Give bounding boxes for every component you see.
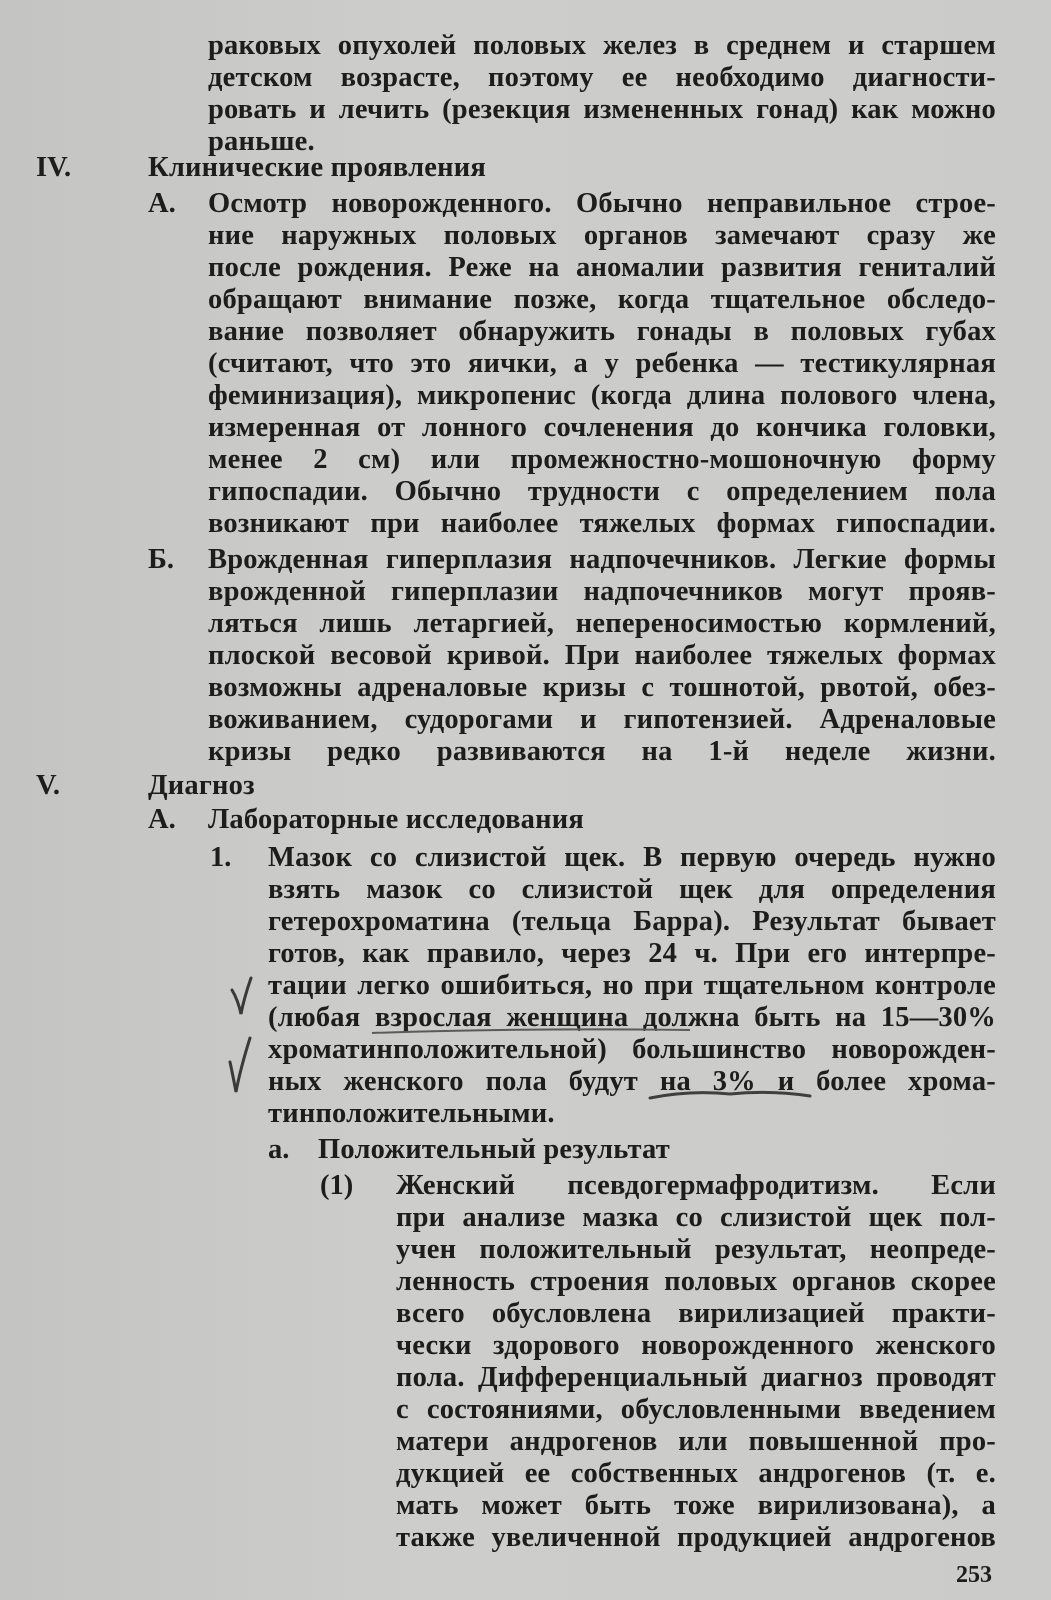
text-line: раньше.: [208, 126, 315, 157]
text-line: пола. Дифференциальный диагноз проводят: [396, 1362, 996, 1393]
page-number: 253: [956, 1562, 992, 1588]
text-line: при анализе мазка со слизистой щек пол-: [396, 1202, 996, 1233]
pencil-checkmark-icon: [230, 1038, 250, 1092]
text-line: всего обусловлена вирилизацией практи-: [396, 1298, 996, 1329]
text-line: Врожденная гиперплазия надпочечников. Легкие формы: [208, 544, 996, 575]
text-line: ляться лишь летаргией, непереносимостью кормлений,: [208, 608, 996, 639]
text-line: вание позволяет обнаружить гонады в половых губах: [208, 316, 996, 347]
text-line: с состояниями, обусловленными введением: [396, 1394, 996, 1425]
text-line: Осмотр новорожденного. Обычно неправильное строе-: [208, 188, 996, 219]
text-line: тации легко ошибиться, но при тщательном контроле: [268, 970, 996, 1001]
text-line: тинположительными.: [268, 1098, 555, 1129]
section-v-a-label: А.: [148, 804, 176, 835]
text-line: кризы редко развиваются на 1-й неделе жизни.: [208, 736, 996, 767]
pencil-checkmark-icon: [232, 978, 251, 1014]
text-line: также увеличенной продукцией андрогенов: [396, 1522, 996, 1553]
text-line: гипоспадии. Обычно трудности с определением пола: [208, 476, 996, 507]
text-line: плоской весовой кривой. При наиболее тяжелых формах: [208, 640, 996, 671]
text-line: матери андрогенов или повышенной про-: [396, 1426, 996, 1457]
text-line: ровать и лечить (резекция измененных гонад) как можно: [208, 94, 996, 125]
text-line: ленность строения половых органов скорее: [396, 1266, 996, 1297]
sub-a-heading: Положительный результат: [318, 1134, 670, 1165]
text-line: гетерохроматина (тельца Барра). Результат бывает: [268, 906, 996, 937]
text-line: измеренная от лонного сочленения до кончика головки,: [208, 412, 996, 443]
text-line: чески здорового новорожденного женского: [396, 1330, 996, 1361]
text-line: (считают, что это яички, а у ребенка — тестикулярная: [208, 348, 996, 379]
text-line: феминизация), микропенис (когда длина полового члена,: [208, 380, 996, 411]
text-line: обращают внимание позже, когда тщательное обследо-: [208, 284, 996, 315]
text-line: возможны адреналовые кризы с тошнотой, рвотой, обез-: [208, 672, 996, 703]
sub-a-label: а.: [268, 1134, 290, 1165]
section-iv-heading: Клинические проявления: [148, 152, 486, 183]
item-1-label: 1.: [210, 842, 232, 873]
text-line: ных женского пола будут на 3% и более хрома-: [268, 1066, 996, 1097]
text-line: учен положительный результат, неопреде-: [396, 1234, 996, 1265]
text-line: мать может быть тоже вирилизована), а: [396, 1490, 996, 1521]
section-iv-b-label: Б.: [148, 544, 174, 575]
text-line: Женский псевдогермафродитизм. Если: [396, 1170, 996, 1201]
text-line: готов, как правило, через 24 ч. При его интерпре-: [268, 938, 996, 969]
text-line: хроматинположительной) большинство новорожден-: [268, 1034, 996, 1065]
text-line: дукцией ее собственных андрогенов (т. е.: [396, 1458, 996, 1489]
pencil-underline-icon: [650, 1092, 810, 1098]
sub-item-1-label: (1): [320, 1170, 354, 1201]
text-line: менее 2 см) или промежностно-мошоночную форму: [208, 444, 996, 475]
text-line: раковых опухолей половых желез в среднем и старшем: [208, 30, 996, 61]
text-line: после рождения. Реже на аномалии развития гениталий: [208, 252, 996, 283]
text-line: возникают при наиболее тяжелых формах гипоспадии.: [208, 508, 996, 539]
text-line: (любая взрослая женщина должна быть на 15—30%: [268, 1002, 996, 1033]
section-v-heading: Диагноз: [148, 770, 255, 801]
text-line: детском возрасте, поэтому ее необходимо диагности-: [208, 62, 996, 93]
pencil-underline-icon: [372, 1029, 690, 1033]
text-line: врожденной гиперплазии надпочечников могут прояв-: [208, 576, 996, 607]
section-iv-numeral: IV.: [36, 152, 72, 183]
section-iv-a-label: А.: [148, 188, 176, 219]
section-v-a-heading: Лабораторные исследования: [208, 804, 584, 835]
text-line: Мазок со слизистой щек. В первую очередь нужно: [268, 842, 996, 873]
text-line: ние наружных половых органов замечают сразу же: [208, 220, 996, 251]
text-line: взять мазок со слизистой щек для определения: [268, 874, 996, 905]
text-line: воживанием, судорогами и гипотензией. Адреналовые: [208, 704, 996, 735]
section-v-numeral: V.: [36, 770, 61, 801]
